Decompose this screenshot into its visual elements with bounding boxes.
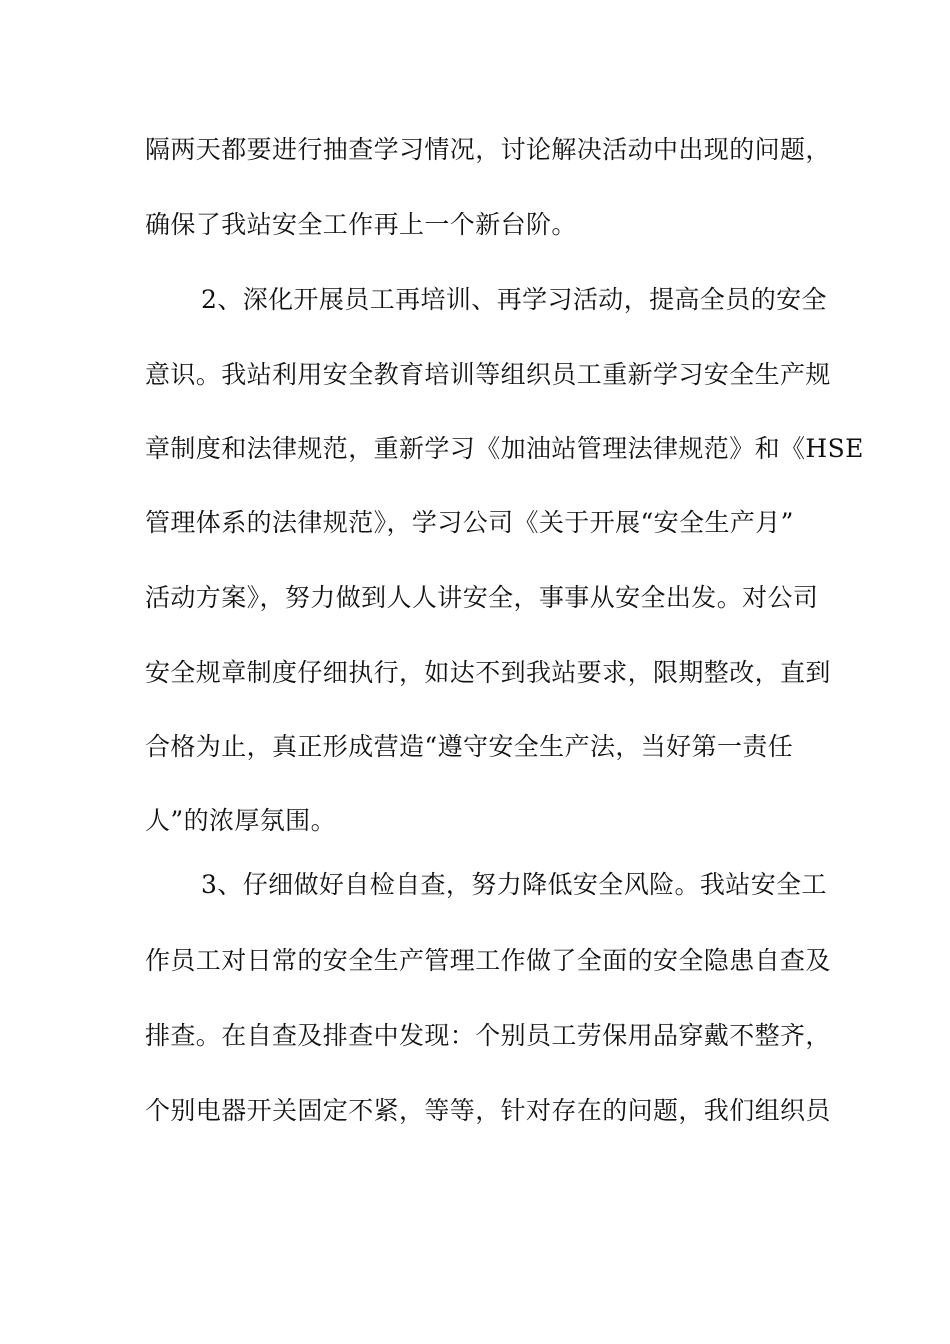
text-line-2: 确保了我站安全工作再上一个新台阶。: [145, 210, 577, 239]
text-line-5: 章制度和法律规范，重新学习《加油站管理法律规范》和《HSE: [145, 434, 864, 463]
text-line-7: 活动方案》，努力做到人人讲安全，事事从安全出发。对公司: [145, 583, 819, 612]
text-line-9: 合格为止，真正形成营造“遵守安全生产法，当好第一责任: [145, 732, 794, 761]
text-line-13: 排查。在自查及排查中发现：个别员工劳保用品穿戴不整齐，: [145, 1021, 831, 1050]
text-line-6: 管理体系的法律规范》，学习公司《关于开展“安全生产月”: [145, 508, 794, 537]
text-line-11: 3、仔细做好自检自查，努力降低安全风险。我站安全工: [201, 870, 827, 899]
text-line-14: 个别电器开关固定不紧，等等，针对存在的问题，我们组织员: [145, 1096, 831, 1125]
text-line-4: 意识。我站利用安全教育培训等组织员工重新学习安全生产规: [145, 360, 831, 389]
text-line-10: 人”的浓厚氛围。: [145, 806, 336, 835]
text-line-1: 隔两天都要进行抽查学习情况，讨论解决活动中出现的问题，: [145, 135, 831, 164]
text-line-12: 作员工对日常的安全生产管理工作做了全面的安全隐患自查及: [145, 946, 831, 975]
text-line-3: 2、深化开展员工再培训、再学习活动，提高全员的安全: [201, 285, 827, 314]
text-line-8: 安全规章制度仔细执行，如达不到我站要求，限期整改，直到: [145, 658, 831, 687]
